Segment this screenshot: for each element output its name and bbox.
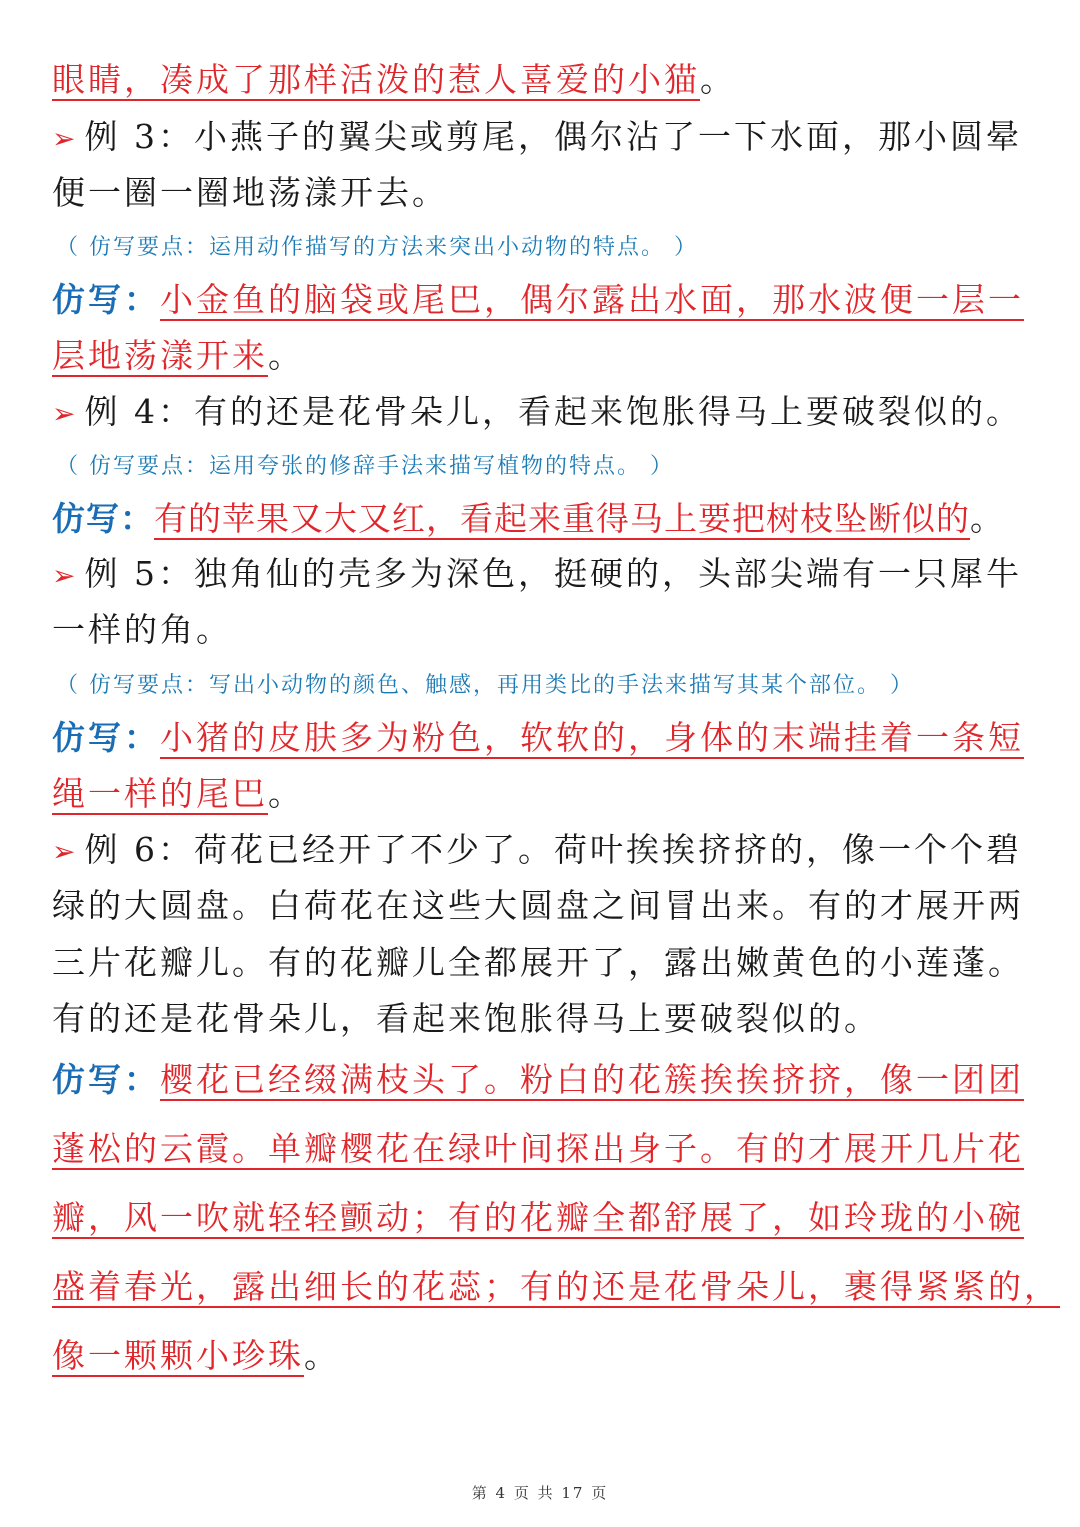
fangxie-label: 仿写：	[52, 280, 160, 319]
example-5-label: 例 5：	[84, 554, 194, 593]
fangxie-3-line-2	[52, 335, 304, 377]
fangxie-4-line-1	[52, 498, 1004, 540]
example-6-line-1	[52, 829, 1022, 873]
fangxie-4-text-1: 有的苹果又大又红，看起来重得马上要把树枝坠断似的	[154, 499, 970, 538]
fangxie-5-text-1: 小猪的皮肤多为粉色，软软的，身体的末端挂着一条短	[160, 718, 1024, 757]
intro-line	[52, 59, 736, 101]
arrow-icon: ➢	[52, 559, 79, 592]
fangxie-6-line-2	[52, 1128, 1024, 1170]
example-5-text-1: 独角仙的壳多为深色，挺硬的，头部尖端有一只犀牛	[193, 554, 1022, 593]
fangxie-5-line-1	[52, 717, 1024, 759]
fangxie-6-line-1	[52, 1059, 1024, 1101]
example-6-line-3: 三片花瓣儿。有的花瓣儿全都展开了，露出嫩黄色的小莲蓬。	[52, 943, 1024, 982]
example-3-label: 例 3：	[84, 117, 194, 156]
fangxie-5-line-2	[52, 773, 304, 815]
fangxie-6-text-3: 瓣，风一吹就轻轻颤动；有的花瓣全都舒展了，如玲珑的小碗	[52, 1198, 1024, 1237]
example-3-line-1	[52, 116, 1022, 160]
fangxie-6-line-3	[52, 1197, 1024, 1239]
example-4-line-1	[52, 391, 1022, 435]
fangxie-3-line-1	[52, 279, 1024, 321]
example-3-hint: （ 仿写要点：运用动作描写的方法来突出小动物的特点。 ）	[56, 235, 698, 260]
fangxie-6-line-5	[52, 1335, 340, 1377]
fangxie-label: 仿写：	[52, 1060, 160, 1099]
fangxie-6-text-5: 像一颗颗小珍珠	[52, 1336, 304, 1375]
page-number: 第 4 页 共 17 页	[471, 1484, 609, 1502]
fangxie-3-end: 。	[268, 336, 304, 375]
fangxie-6-line-4	[52, 1266, 1060, 1308]
fangxie-5-end: 。	[268, 774, 304, 813]
example-4-hint: （ 仿写要点：运用夸张的修辞手法来描写植物的特点。 ）	[56, 454, 674, 479]
intro-text: 眼睛，凑成了那样活泼的惹人喜爱的小猫	[52, 60, 700, 99]
example-6-line-2: 绿的大圆盘。白荷花在这些大圆盘之间冒出来。有的才展开两	[52, 886, 1024, 925]
arrow-icon: ➢	[52, 835, 79, 868]
example-3-text-1: 小燕子的翼尖或剪尾，偶尔沾了一下水面，那小圆晕	[193, 117, 1022, 156]
fangxie-6-text-4: 盛着春光，露出细长的花蕊；有的还是花骨朵儿，裹得紧紧的，	[52, 1267, 1060, 1306]
fangxie-6-end: 。	[304, 1336, 340, 1375]
fangxie-label: 仿写：	[52, 499, 154, 538]
example-5-line-1	[52, 553, 1022, 597]
fangxie-label: 仿写：	[52, 718, 160, 757]
example-3-line-2: 便一圈一圈地荡漾开去。	[52, 173, 448, 212]
example-6-line-4: 有的还是花骨朵儿，看起来饱胀得马上要破裂似的。	[52, 999, 880, 1038]
arrow-icon: ➢	[52, 397, 79, 430]
fangxie-6-text-1: 樱花已经缀满枝头了。粉白的花簇挨挨挤挤，像一团团	[160, 1060, 1024, 1099]
intro-end: 。	[700, 60, 736, 99]
fangxie-6-text-2: 蓬松的云霞。单瓣樱花在绿叶间探出身子。有的才展开几片花	[52, 1129, 1024, 1168]
fangxie-4-end: 。	[970, 499, 1004, 538]
arrow-icon: ➢	[52, 122, 79, 155]
example-4-label: 例 4：	[84, 392, 194, 431]
fangxie-3-text-1: 小金鱼的脑袋或尾巴，偶尔露出水面，那水波便一层一	[160, 280, 1024, 319]
example-4-text-1: 有的还是花骨朵儿，看起来饱胀得马上要破裂似的。	[193, 392, 1022, 431]
example-6-text-1: 荷花已经开了不少了。荷叶挨挨挤挤的，像一个个碧	[193, 830, 1022, 869]
fangxie-3-text-2: 层地荡漾开来	[52, 336, 268, 375]
example-5-line-2: 一样的角。	[52, 610, 232, 649]
example-5-hint: （ 仿写要点：写出小动物的颜色、触感，再用类比的手法来描写其某个部位。 ）	[56, 673, 914, 698]
fangxie-5-text-2: 绳一样的尾巴	[52, 774, 268, 813]
example-6-label: 例 6：	[84, 830, 194, 869]
